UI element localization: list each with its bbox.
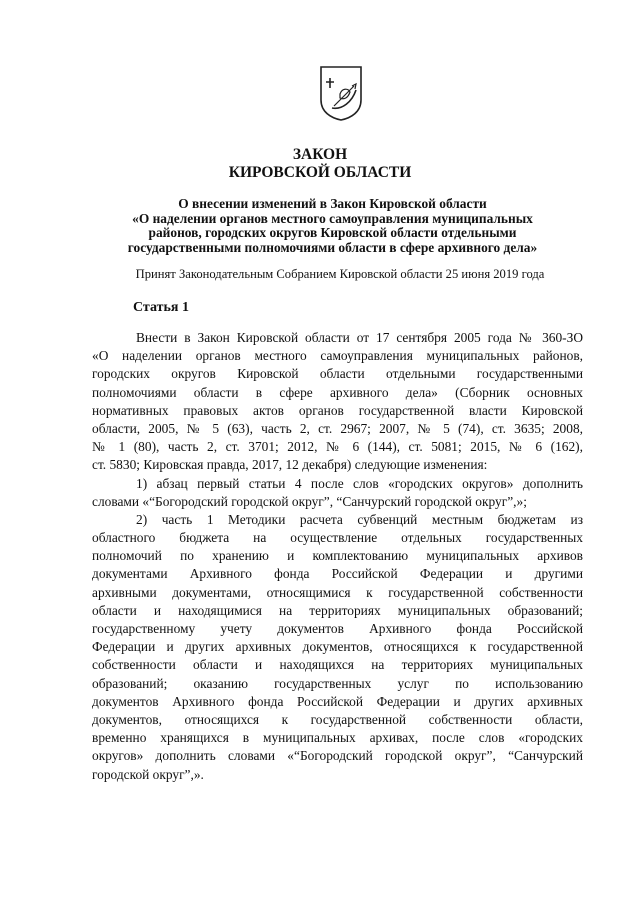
- law-subtitle: [90, 197, 575, 255]
- body-line: образований; оказанию государственных услуг по использованию: [92, 675, 583, 691]
- body-line: области, 2005, № 5 (63), часть 2, ст. 2967; 2007, № 5 (74), ст. 3635; 2008,: [92, 420, 583, 436]
- coat-of-arms-icon: [318, 64, 364, 122]
- body-line: городской округ”,».: [92, 766, 204, 782]
- body-line: ст. 5830; Кировская правда, 2017, 12 декабря) следующие изменения:: [92, 457, 488, 473]
- article-heading: Статья 1: [133, 300, 189, 315]
- body-line: полномочий по хранению и комплектованию муниципальных архивов: [92, 548, 583, 564]
- body-line: округов» дополнить словами «“Богородский городской округ”, “Санчурский: [92, 748, 583, 764]
- body-line: документов Архивного фонда Российской Федерации и других архивных: [92, 693, 583, 709]
- document-title-law: ЗАКОН: [292, 146, 348, 163]
- body-line: 1) абзац первый статьи 4 после слов «городских округов» дополнить: [136, 475, 583, 491]
- body-line: городских округов Кировской области отдельными государственными: [92, 366, 583, 382]
- subtitle-line: «О наделении органов местного самоуправления муниципальных: [132, 210, 533, 226]
- document-title-region: КИРОВСКОЙ ОБЛАСТИ: [228, 164, 412, 181]
- body-line: документами Архивного фонда Российской Федерации и другими: [92, 566, 583, 582]
- body-line: государственному учету документов Архивного фонда Российской: [92, 621, 583, 636]
- body-line: словами «“Богородский городской округ”, “Санчурский городской округ”,»;: [92, 493, 527, 509]
- body-line: «О наделении органов местного самоуправления муниципальных районов,: [92, 348, 583, 364]
- body-line: архивными документами, относящимися к государственной собственности: [92, 584, 583, 600]
- body-line: № 1 (80), часть 2, ст. 3701; 2012, № 6 (144), ст. 5081; 2015, № 6 (162),: [92, 439, 583, 455]
- body-line: 2) часть 1 Методики расчета субвенций местным бюджетам из: [136, 511, 583, 527]
- body-line: Федерации и других архивных документов, относящихся к государственной: [92, 639, 583, 655]
- body-line: областного бюджета на осуществление отдельных государственных: [92, 530, 583, 546]
- body-line: временно хранящихся в муниципальных архивах, после слов «городских: [92, 730, 583, 746]
- subtitle-line: районов, городских округов Кировской области отдельными: [148, 225, 517, 240]
- subtitle-line: государственными полномочиями области в сфере архивного дела»: [127, 239, 538, 255]
- body-line: собственности области и находящихся на территориях муниципальных: [92, 657, 583, 673]
- body-line: полномочиями области в сфере архивного дела» (Сборник основных: [92, 384, 583, 400]
- body-line: Внести в Закон Кировской области от 17 сентября 2005 года № 360-ЗО: [136, 330, 583, 345]
- body-line: нормативных правовых актов органов государственной власти Кировской: [92, 402, 583, 418]
- body-line: документов, относящихся к государственной собственности области,: [92, 711, 583, 727]
- article-body: [92, 329, 583, 784]
- adoption-note: Принят Законодательным Собранием Кировской области 25 июня 2019 года: [135, 267, 545, 281]
- subtitle-line: О внесении изменений в Закон Кировской области: [178, 196, 487, 211]
- body-line: области и находящимися на территориях муниципальных образований;: [92, 602, 583, 618]
